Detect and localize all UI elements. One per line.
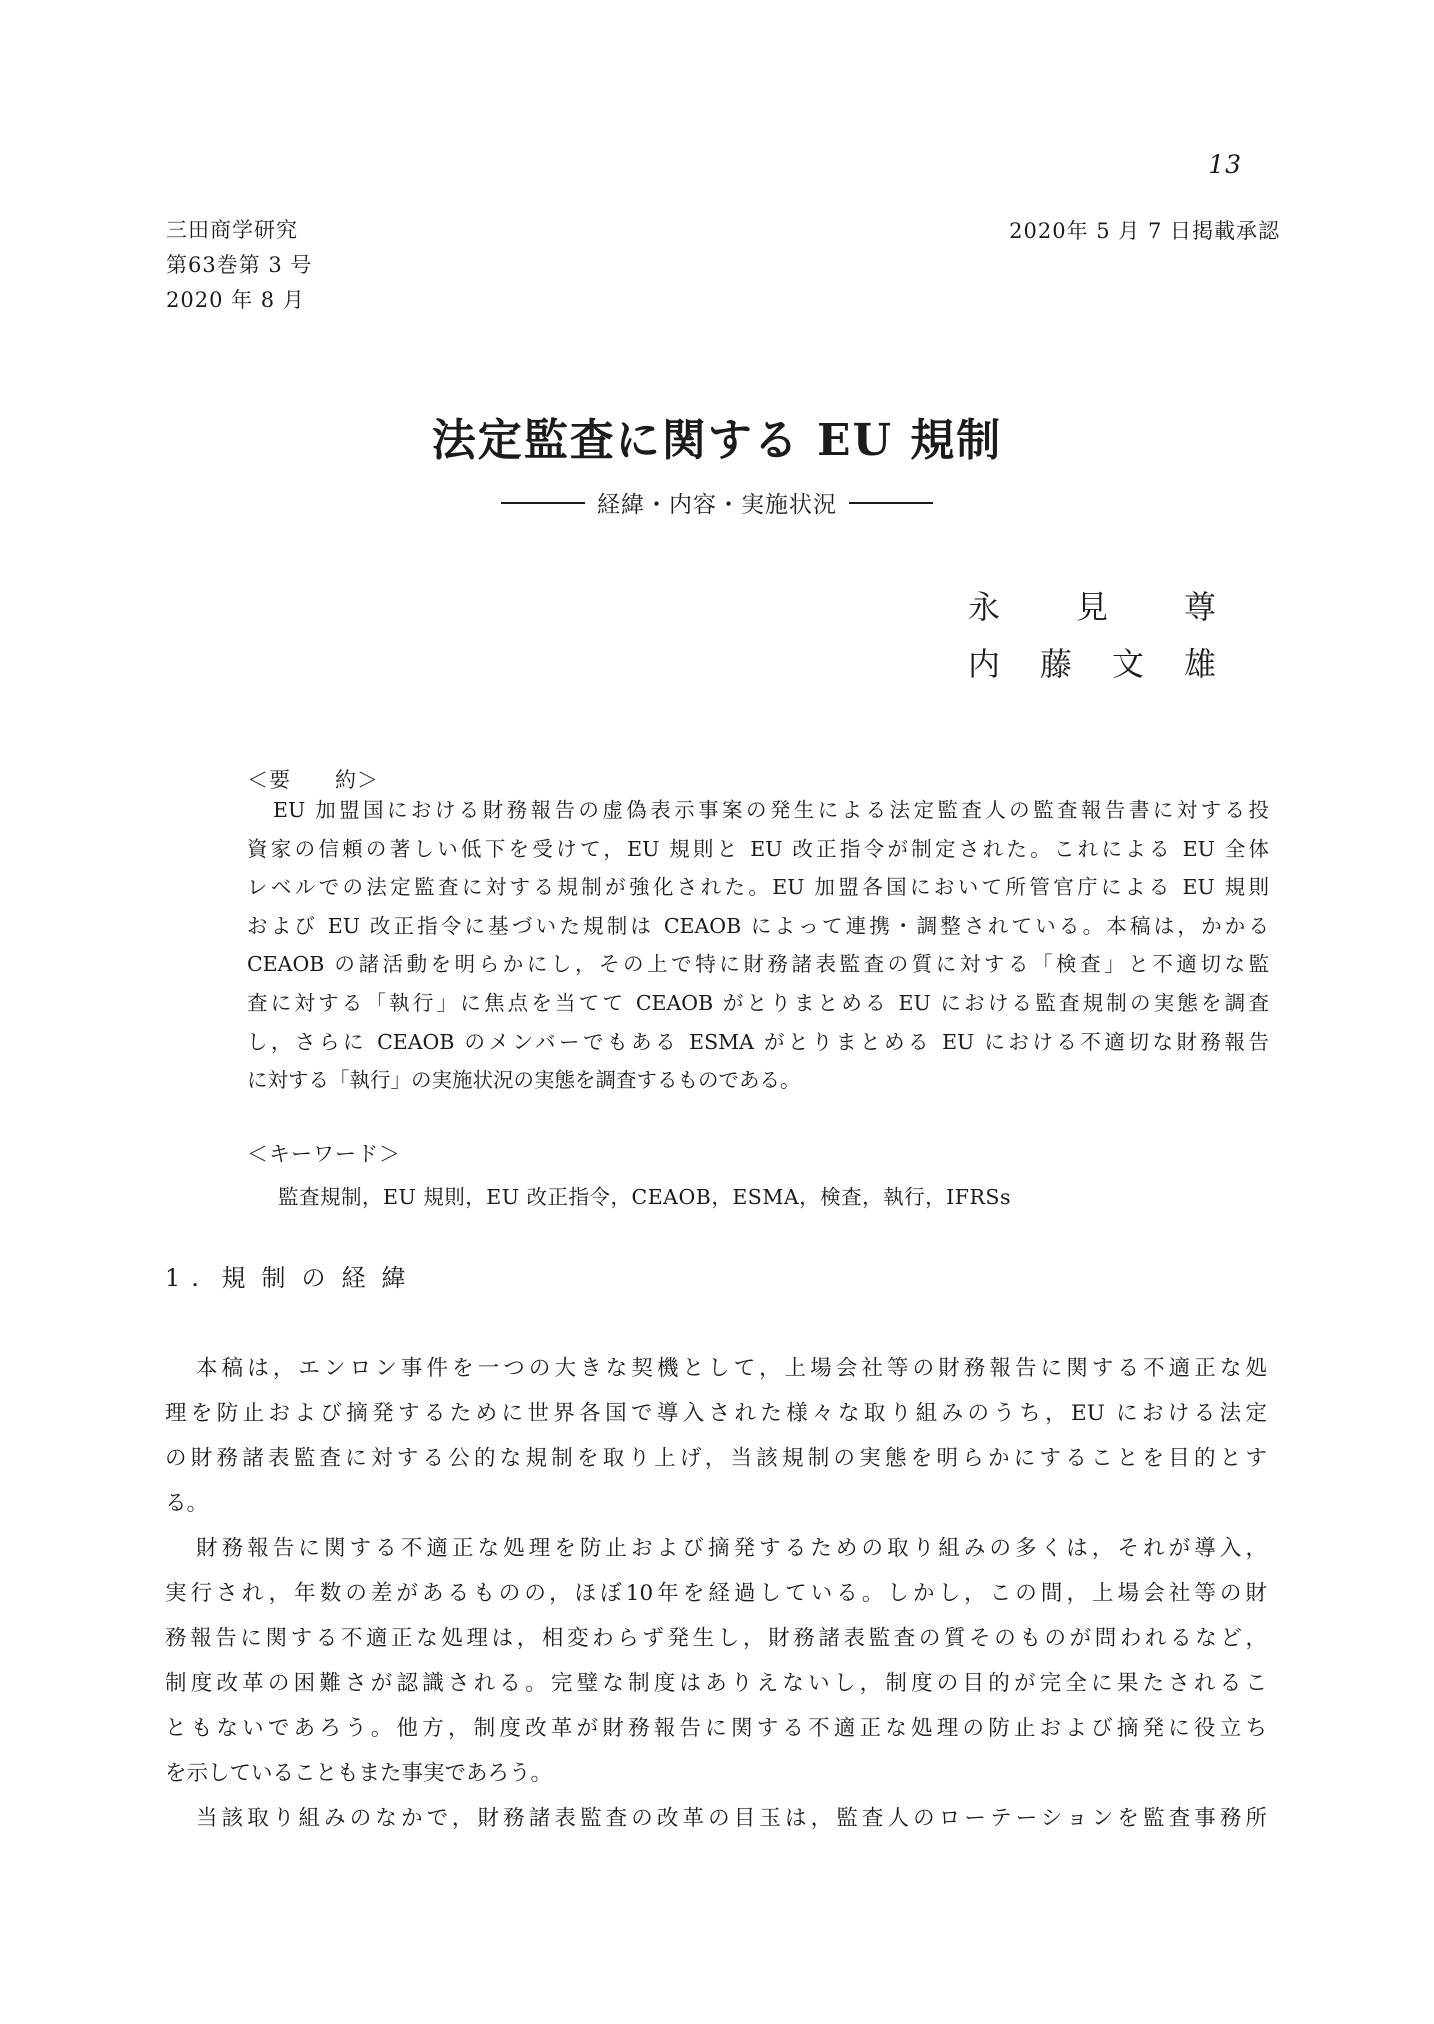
authors-block — [968, 588, 1216, 683]
text-line: EU 加盟国における財務報告の虚偽表示事案の発生による法定監査人の監査報告書に対する投 — [273, 798, 1269, 822]
author-name — [968, 588, 1216, 626]
section-title: 規制の経緯 — [221, 1264, 422, 1292]
text-line: ともないであろう。他方，制度改革が財務報告に関する不適正な処理の防止および摘発に役立ち — [165, 1716, 1267, 1741]
author-name-char: 永 — [968, 588, 1001, 626]
section-number: 1. — [165, 1264, 210, 1292]
text-line: 制度改革の困難さが認識される。完璧な制度はありえないし，制度の目的が完全に果たされるこ — [165, 1671, 1267, 1696]
paper-subtitle — [0, 486, 1434, 519]
paragraph — [165, 1346, 1267, 1526]
text-line: 本稿は，エンロン事件を一つの大きな契機として，上場会社等の財務報告に関する不適正な処 — [196, 1356, 1267, 1381]
paragraph — [165, 1796, 1267, 1841]
text-line: 理を防止および摘発するために世界各国で導入された様々な取り組みのうち，EU における法定 — [165, 1401, 1267, 1426]
journal-name: 三田商学研究 — [166, 218, 298, 242]
text-line: CEAOB の諸活動を明らかにし，その上で特に財務諸表監査の質に対する「検査」と不適切な監 — [247, 952, 1269, 977]
text-line: し，さらに CEAOB のメンバーでもある ESMA がとりまとめる EU における不適切な財務報告 — [247, 1029, 1269, 1054]
abstract-heading: ＜要 約＞ — [247, 768, 379, 792]
author-name-char: 見 — [1075, 588, 1108, 626]
text-line: および EU 改正指令に基づいた規制は CEAOB によって連携・調整されている。本稿は，かかる — [247, 913, 1269, 938]
text-line: 資家の信頼の著しい低下を受けて，EU 規則と EU 改正指令が制定された。これによる EU 全体 — [247, 836, 1269, 861]
author-name-char: 雄 — [1183, 645, 1216, 683]
author-name-char: 藤 — [1039, 645, 1072, 683]
paragraph — [165, 1526, 1267, 1796]
author-name-char: 文 — [1111, 645, 1144, 683]
keywords-heading: ＜キーワード＞ — [247, 1142, 401, 1166]
subtitle-text: 経緯・内容・実施状況 — [597, 492, 837, 518]
subtitle-dash-left — [501, 502, 585, 504]
text-line: 当該取り組みのなかで，財務諸表監査の改革の目玉は，監査人のローテーションを監査事務所 — [196, 1806, 1267, 1831]
keywords-list: 監査規制，EU 規則，EU 改正指令，CEAOB，ESMA，検査，執行，IFRSs — [278, 1185, 1011, 1209]
text-line: 査に対する「執行」に焦点を当てて CEAOB がとりまとめる EU における監査規制の実態を調査 — [247, 990, 1269, 1015]
text-line: る。 — [165, 1491, 209, 1516]
subtitle-dash-right — [849, 502, 933, 504]
page-number: 13 — [1208, 150, 1242, 179]
author-name-char: 尊 — [1183, 588, 1216, 626]
text-line: レベルでの法定監査に対する規制が強化された。EU 加盟各国において所管官庁による EU 規則 — [247, 875, 1269, 900]
paper-title: 法定監査に関する EU 規制 — [431, 415, 1003, 466]
journal-volume: 第63巻第 3 号 — [166, 253, 313, 277]
section-heading — [165, 1258, 422, 1293]
text-line: を示していることもまた事実であろう。 — [165, 1761, 553, 1786]
text-line: に対する「執行」の実施状況の実態を調査するものである。 — [247, 1068, 801, 1093]
text-line: 務報告に関する不適正な処理は，相変わらず発生し，財務諸表監査の質そのものが問われるなど， — [165, 1626, 1267, 1651]
author-name — [968, 645, 1216, 683]
abstract-body — [247, 791, 1269, 1100]
approval-note: 2020年 5 月 7 日掲載承認 — [1009, 219, 1280, 243]
text-line: 財務報告に関する不適正な処理を防止および摘発するための取り組みの多くは，それが導入， — [196, 1536, 1267, 1561]
text-line: の財務諸表監査に対する公的な規制を取り上げ，当該規制の実態を明らかにすることを目的とす — [165, 1446, 1267, 1471]
journal-issue-date: 2020 年 8 月 — [166, 288, 305, 312]
body-text — [165, 1346, 1267, 1841]
text-line: 実行され，年数の差があるものの，ほぼ10年を経過している。しかし，この間，上場会社等の財 — [165, 1581, 1267, 1606]
author-name-char: 内 — [968, 645, 1001, 683]
journal-info — [166, 213, 312, 318]
